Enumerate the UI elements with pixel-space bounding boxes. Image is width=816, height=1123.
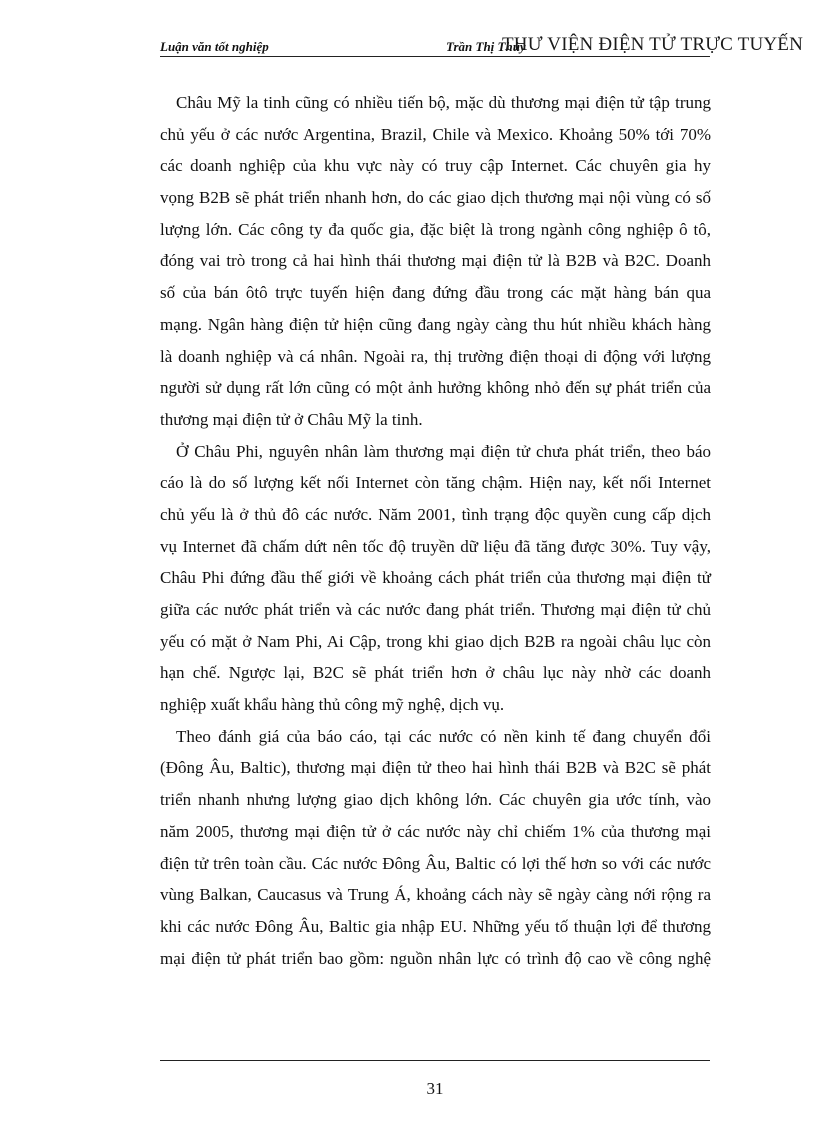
text-line: Châu Mỹ la tinh cũng có nhiều tiến bộ, mặc dù thương mại điện tử tập trung <box>176 93 711 112</box>
text-line: chủ yếu là ở thủ đô các nước. Năm 2001, tình trạng độc quyền cung cấp dịch <box>160 504 711 524</box>
body-text <box>160 87 711 974</box>
text-line: hạn chế. Ngược lại, B2C sẽ phát triển hơn ở châu lục này nhờ các doanh <box>160 663 711 683</box>
author-name: Trần Thị Thủy <box>446 39 526 54</box>
text-line: thương mại điện tử ở Châu Mỹ la tinh. <box>160 409 423 429</box>
text-line: mại điện tử phát triển bao gồm: nguồn nhân lực có trình độ cao về công nghệ <box>160 948 711 968</box>
text-line: đóng vai trò trong cả hai hình thái thương mại điện tử là B2B và B2C. Doanh <box>160 251 711 271</box>
library-watermark: THƯ VIỆN ĐIỆN TỬ TRỰC TUYẾN <box>502 34 804 55</box>
text-line: Ở Châu Phi, nguyên nhân làm thương mại điện tử chưa phát triển, theo báo <box>176 441 711 461</box>
text-line: là doanh nghiệp và cá nhân. Ngoài ra, thị trường điện thoại di động với lượng <box>160 346 711 366</box>
text-line: yếu có mặt ở Nam Phi, Ai Cập, trong khi giao dịch B2B ra ngoài châu lục còn <box>160 631 711 651</box>
text-line: năm 2005, thương mại điện tử ở các nước này chỉ chiếm 1% của thương mại <box>160 821 711 841</box>
text-line: người sử dụng rất lớn cũng có một ảnh hưởng không nhỏ đến sự phát triển của <box>160 378 711 398</box>
text-line: cáo là do số lượng kết nối Internet còn tăng chậm. Hiện nay, kết nối Internet <box>160 473 711 493</box>
document-title: Luận văn tốt nghiệp <box>160 39 269 54</box>
paragraph-africa <box>160 436 711 721</box>
text-line: giữa các nước phát triển và các nước đang phát triển. Thương mại điện tử chủ <box>160 600 711 619</box>
paragraph-transition-economies <box>160 721 711 975</box>
text-line: (Đông Âu, Baltic), thương mại điện tử theo hai hình thái B2B và B2C sẽ phát <box>160 758 711 778</box>
text-line: nghiệp xuất khẩu hàng thủ công mỹ nghệ, dịch vụ. <box>160 695 505 715</box>
header-divider <box>160 56 710 57</box>
page-number: 31 <box>426 1079 444 1098</box>
text-line: vọng B2B sẽ phát triển nhanh hơn, do các giao dịch thương mại nội vùng có số <box>160 188 711 208</box>
text-line: khi các nước Đông Âu, Baltic gia nhập EU. Những yếu tố thuận lợi để thương <box>160 916 711 936</box>
text-line: vùng Balkan, Caucasus và Trung Á, khoảng cách này sẽ ngày càng nới rộng ra <box>160 885 711 905</box>
footer-divider <box>160 1060 710 1061</box>
text-line: các doanh nghiệp của khu vực này có truy cập Internet. Các chuyên gia hy <box>160 156 711 176</box>
text-line: vụ Internet đã chấm dứt nên tốc độ truyền dữ liệu đã tăng được 30%. Tuy vậy, <box>160 536 711 556</box>
paragraph-latin-america <box>160 87 711 436</box>
text-line: lượng lớn. Các công ty đa quốc gia, đặc biệt là trong ngành công nghiệp ô tô, <box>160 219 711 239</box>
text-line: mạng. Ngân hàng điện tử hiện cũng đang ngày càng thu hút nhiều khách hàng <box>160 314 711 334</box>
text-line: triển nhanh nhưng lượng giao dịch không lớn. Các chuyên gia ước tính, vào <box>160 790 711 810</box>
text-line: số của bán ôtô trực tuyến hiện đang đứng đầu trong các mặt hàng bán qua <box>160 283 711 303</box>
text-line: Theo đánh giá của báo cáo, tại các nước có nền kinh tế đang chuyển đổi <box>176 726 711 746</box>
text-line: Châu Phi đứng đầu thế giới về khoảng cách phát triển của thương mại điện tử <box>160 568 711 588</box>
text-line: điện tử trên toàn cầu. Các nước Đông Âu, Baltic có lợi thế hơn so với các nước <box>160 853 711 873</box>
text-line: chủ yếu ở các nước Argentina, Brazil, Chile và Mexico. Khoảng 50% tới 70% <box>160 124 711 144</box>
